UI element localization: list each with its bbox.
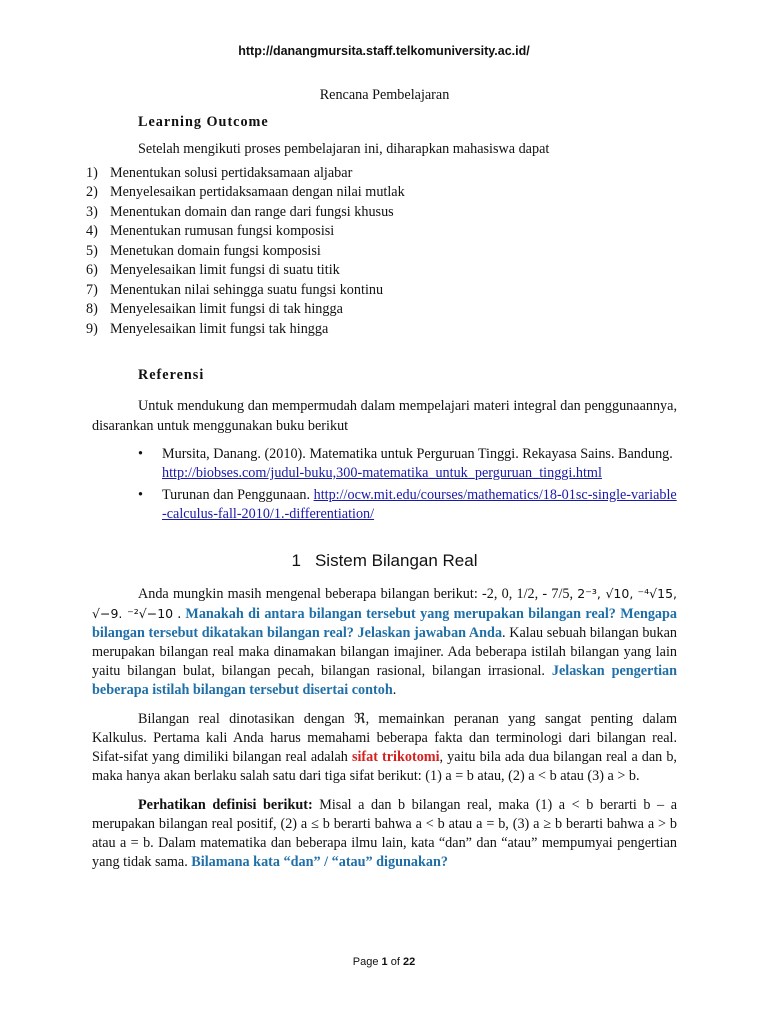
page-footer: Page 1 of 22 [352,956,416,968]
list-item: 8) Menyelesaikan limit fungsi di tak hingga [86,301,343,317]
reference-link[interactable]: http://ocw.mit.edu/courses/mathematics/18-01sc-single-variable-calculus-fall-2010/1.-differentiation/ [162,486,677,522]
learning-outcome-intro: Setelah mengikuti proses pembelajaran ini, diharapkan mahasiswa dapat [138,141,550,157]
list-item: • Turunan dan Penggunaan. http://ocw.mit.edu/courses/mathematics/18-01sc-single-variable-calculus-fall-2010/1.-differentiation/ [138,486,677,522]
list-item: 9) Menyelesaikan limit fungsi tak hingga [86,320,329,337]
paragraph: Perhatikan definisi berikut: Misal a dan b bilangan real, maka (1) a < b berarti b – a merupakan bilangan real positif, (2) a ≤ b berarti bahwa a < b atau a = b, (3) a ≥ b berarti bahwa a > b atau a = b. Dalam matematika dan beberapa ilmu lain, kata “dan” dan “atau” mempumyai pengertian yang tidak sama. Bilamana kata “dan” / “atau” digunakan? [92,797,678,870]
paragraph: Bilangan real dinotasikan dengan ℜ, memainkan peranan yang sangat penting dalam Kalkulus. Pertama kali Anda harus memahami beberapa fakta dan terminologi dari bilangan real. Sifat-sifat yang dimiliki bilangan real adalah sifat trikotomi, yaitu bila ada dua bilangan real a dan b, maka hanya akan berlaku salah satu dari tiga sifat berikut: (1) a = b atau, (2) a < b atau (3) a > b. [92,711,677,784]
list-item: 1) Menentukan solusi pertidaksamaan aljabar [86,164,353,181]
list-item: 3) Menentukan domain dan range dari fungsi khusus [86,203,394,220]
list-item: 6) Menyelesaikan limit fungsi di suatu titik [86,262,340,278]
list-item: 4) Menentukan rumusan fungsi komposisi [86,223,335,239]
list-item: 7) Menentukan nilai sehingga suatu fungsi kontinu [86,281,384,298]
list-item: 5) Menetukan domain fungsi komposisi [86,242,321,259]
paragraph: Anda mungkin masih mengenal beberapa bilangan berikut: -2, 0, 1/2, - 7/5, 2⁻³, √10, ⁻⁴√15, √−9. ⁻²√−10 . Manakah di antara bilangan tersebut yang merupakan bilangan real? Mengapa bilangan tersebut dikatakan bilangan real? Jelaskan jawaban Anda. Kalau sebuah bilangan bukan merupakan bilangan real maka dinamakan bilangan imajiner. Ada beberapa istilah bilangan yang lain yaitu bilangan bulat, bilangan pecah, bilangan rasional, bilangan irrasional. Jelaskan pengertian beberapa istilah bilangan tersebut disertai contoh. [92,586,678,698]
referensi-intro: Untuk mendukung dan mempermudah dalam mempelajari materi integral dan penggunaannya, disarankan untuk menggunakan buku berikut [92,397,677,434]
section-title: 1 Sistem Bilangan Real [291,550,478,570]
doc-title: Rencana Pembelajaran [319,87,450,103]
list-item: 2) Menyelesaikan pertidaksamaan dengan nilai mutlak [86,184,405,200]
reference-list [92,445,677,525]
header-url[interactable]: http://danangmursita.staff.telkomuniversity.ac.id/ [238,44,530,58]
page-body [86,86,678,872]
learning-outcome-heading: Learning Outcome [138,113,269,130]
outcome-list [86,164,677,340]
referensi-heading: Referensi [138,367,205,383]
reference-link[interactable]: http://biobses.com/judul-buku,300-matematika_untuk_perguruan_tinggi.html [162,465,602,481]
list-item: • Mursita, Danang. (2010). Matematika untuk Perguruan Tinggi. Rekayasa Sains. Bandung. http://biobses.com/judul-buku,300-matematika_untuk_perguruan_tinggi.html [138,445,673,481]
